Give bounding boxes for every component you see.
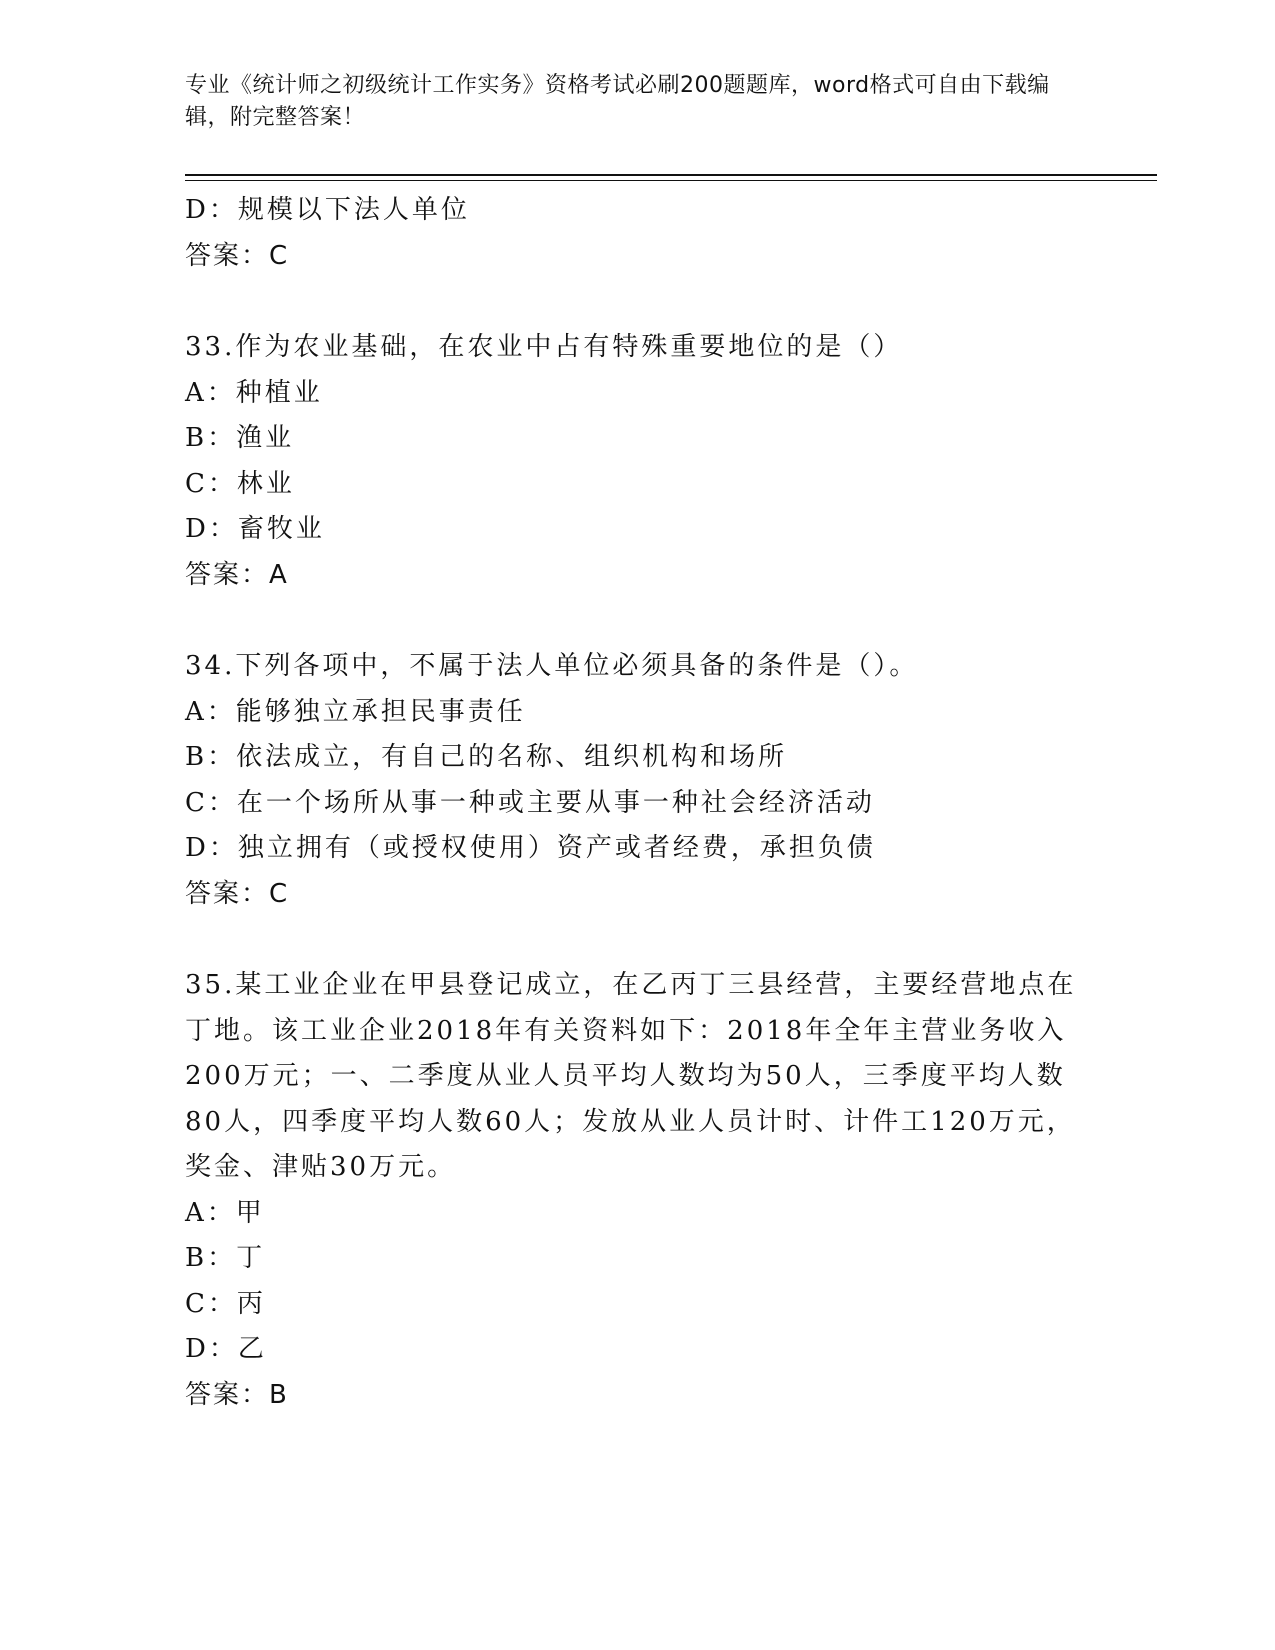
spacer xyxy=(185,598,1085,644)
question-stem: 33.作为农业基础，在农业中占有特殊重要地位的是（） xyxy=(185,332,903,362)
option-b: B：依法成立，有自己的名称、组织机构和场所 xyxy=(185,742,788,772)
question-35 xyxy=(185,963,1085,1418)
question-list xyxy=(185,188,1085,1418)
option-a: A：能够独立承担民事责任 xyxy=(185,696,526,727)
answer: 答案：C xyxy=(185,878,290,909)
spacer xyxy=(185,917,1085,963)
option-d: D：乙 xyxy=(185,1334,267,1364)
document-header: 专业《统计师之初级统计工作实务》资格考试必刷200题题库，word格式可自由下载编辑，附完整答案！ xyxy=(185,73,1050,130)
question-32 xyxy=(185,188,1085,279)
option-d: D：畜牧业 xyxy=(185,514,325,544)
question-34 xyxy=(185,644,1085,917)
question-stem: 34.下列各项中，不属于法人单位必须具备的条件是（）。 xyxy=(185,651,919,681)
answer: 答案：A xyxy=(185,559,289,590)
spacer xyxy=(185,279,1085,325)
option-d: D：独立拥有（或授权使用）资产或者经费，承担负债 xyxy=(185,833,876,863)
header-divider-thick xyxy=(185,174,1157,176)
answer: 答案：B xyxy=(185,1379,289,1410)
question-stem: 35.某工业企业在甲县登记成立，在乙丙丁三县经营，主要经营地点在丁地。该工业企业2018年有关资料如下：2018年全年主营业务收入200万元；一、二季度从业人员平均人数均为50人，三季度平均人数80人，四季度平均人数60人；发放从业人员计时、计件工120万元，奖金、津贴30万元。 xyxy=(185,970,1077,1182)
option-a: A：种植业 xyxy=(185,377,323,408)
question-33 xyxy=(185,325,1085,598)
option-c: C：丙 xyxy=(185,1288,266,1319)
option-c: C：林业 xyxy=(185,468,295,499)
option-b: B：渔业 xyxy=(185,423,295,453)
option-d: D：规模以下法人单位 xyxy=(185,195,470,225)
option-c: C：在一个场所从事一种或主要从事一种社会经济活动 xyxy=(185,787,875,818)
option-b: B：丁 xyxy=(185,1243,266,1273)
header-divider-thin xyxy=(185,180,1157,181)
answer: 答案：C xyxy=(185,240,290,271)
option-a: A：甲 xyxy=(185,1197,265,1228)
